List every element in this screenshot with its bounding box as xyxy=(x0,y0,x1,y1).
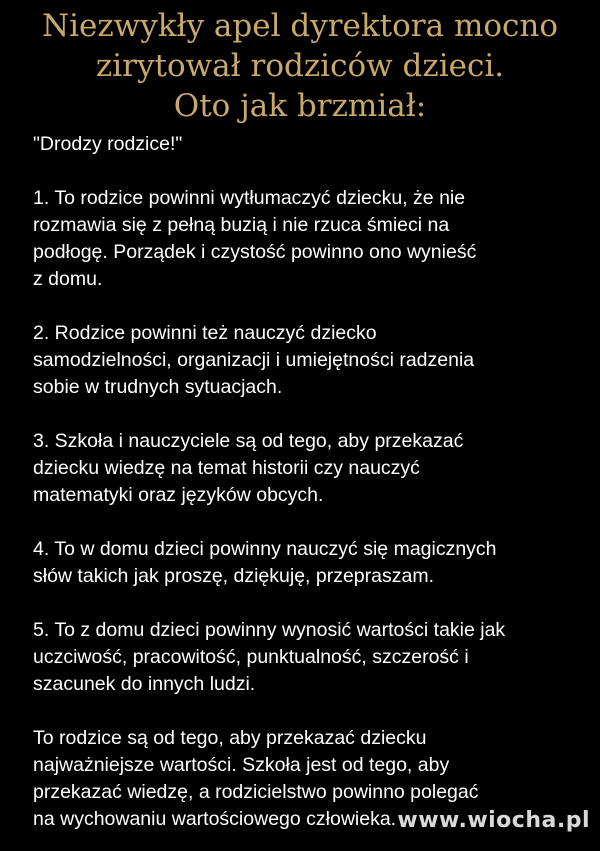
letter-paragraph-1 xyxy=(33,185,578,293)
title-line: zirytował rodziców dzieci. xyxy=(95,48,505,84)
paragraph-line: słów takich jak proszę, dziękuję, przepraszam. xyxy=(33,565,434,587)
paragraph-line: 5. To z domu dzieci powinny wynosić wartości takie jak xyxy=(33,619,506,641)
paragraph-line: rozmawia się z pełną buzią i nie rzuca śmieci na xyxy=(33,214,450,236)
paragraph-line: 4. To w domu dzieci powinny nauczyć się magicznych xyxy=(33,538,497,560)
paragraph-line: sobie w trudnych sytuacjach. xyxy=(33,376,283,398)
letter-greeting xyxy=(33,131,578,158)
title-line: Niezwykły apel dyrektora mocno xyxy=(41,8,559,44)
letter-paragraph-5 xyxy=(33,617,578,698)
paragraph-line: podłogę. Porządek i czystość powinno ono wynieść xyxy=(33,241,477,263)
paragraph-line: matematyki oraz języków obcych. xyxy=(33,484,324,506)
paragraph-line: z domu. xyxy=(33,268,103,290)
paragraph-line: 3. Szkoła i nauczyciele są od tego, aby przekazać xyxy=(33,430,464,452)
paragraph-line: najważniejsze wartości. Szkoła jest od tego, aby xyxy=(33,754,450,776)
greeting-line: "Drodzy rodzice!" xyxy=(33,133,183,155)
title-line: Oto jak brzmiał: xyxy=(173,88,427,124)
letter-paragraph-3 xyxy=(33,428,578,509)
paragraph-line: uczciwość, pracowitość, punktualność, szczerość i xyxy=(33,646,469,668)
letter-body xyxy=(33,131,578,851)
paragraph-line: samodzielności, organizacji i umiejętności radzenia xyxy=(33,349,475,371)
paragraph-line: dziecku wiedzę na temat historii czy nauczyć xyxy=(33,457,420,479)
paragraph-line: 2. Rodzice powinni też nauczyć dziecko xyxy=(33,322,377,344)
paragraph-line: 1. To rodzice powinni wytłumaczyć dziecku, że nie xyxy=(33,187,466,209)
page-title xyxy=(0,6,600,126)
site-watermark: www.wiocha.pl xyxy=(397,808,590,833)
paragraph-line: na wychowaniu wartościowego człowieka. xyxy=(33,808,397,830)
paragraph-line: przekazać wiedzę, a rodzicielstwo powinno polegać xyxy=(33,781,479,803)
letter-paragraph-2 xyxy=(33,320,578,401)
paragraph-line: szacunek do innych ludzi. xyxy=(33,673,256,695)
paragraph-line: To rodzice są od tego, aby przekazać dziecku xyxy=(33,727,427,749)
letter-paragraph-4 xyxy=(33,536,578,590)
